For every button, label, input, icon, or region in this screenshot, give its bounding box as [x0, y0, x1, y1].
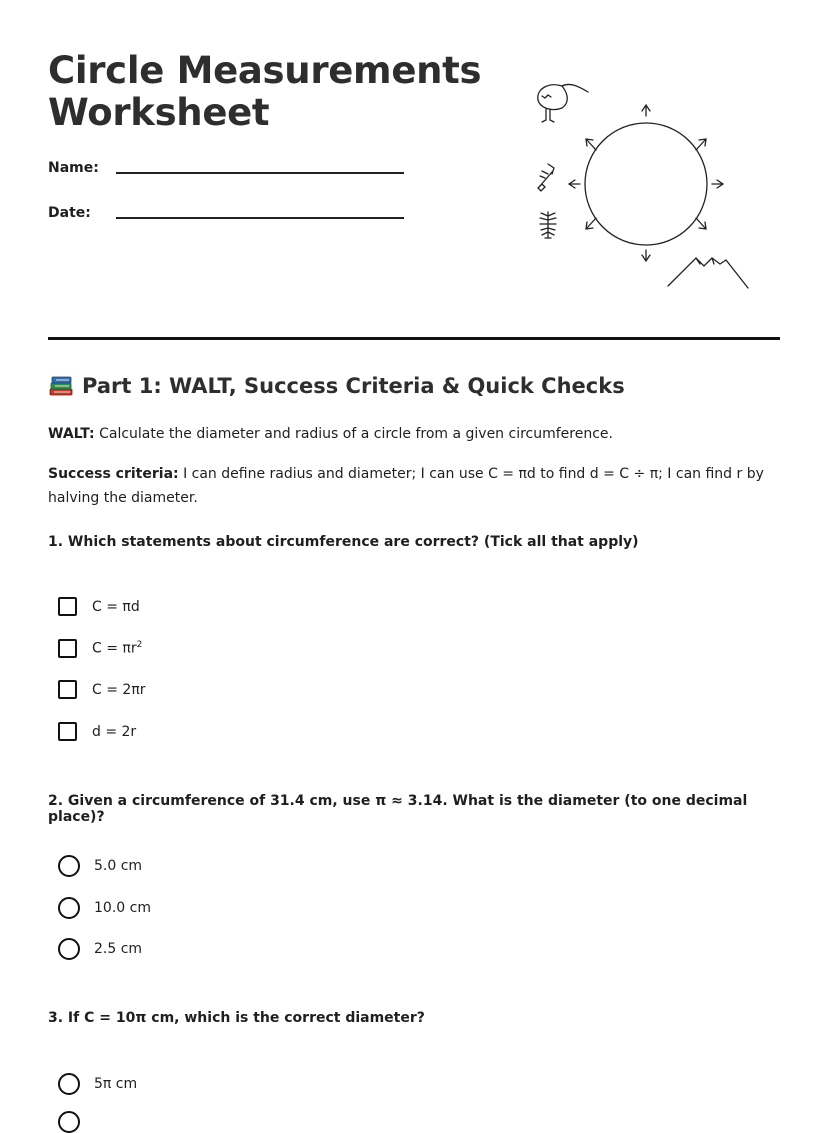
books-icon [48, 374, 74, 398]
date-line[interactable] [116, 217, 404, 219]
question-2-text: 2. Given a circumference of 31.4 cm, use π ≈ 3.14. What is the diameter (to one decimal place)? [48, 793, 748, 825]
circle-illustration [528, 78, 758, 293]
question-1-text: 1. Which statements about circumference are correct? (Tick all that apply) [48, 534, 639, 550]
option-label: d = 2r [92, 723, 137, 740]
name-field[interactable] [48, 160, 99, 176]
radio-button[interactable] [58, 855, 80, 877]
kiwi-bird-icon [538, 84, 588, 122]
option-label: C = 2πr [92, 681, 146, 698]
mountain-icon [668, 258, 748, 288]
part-1-heading [48, 374, 625, 398]
radio-button[interactable] [58, 1073, 80, 1095]
question-2-option-3[interactable] [58, 938, 142, 960]
worksheet-title [48, 50, 481, 134]
option-label: 5.0 cm [94, 858, 143, 874]
radio-button[interactable] [58, 938, 80, 960]
success-criteria [48, 462, 783, 510]
name-label: Name: [48, 160, 99, 176]
question-1-option-3[interactable] [58, 680, 146, 699]
question-1-option-1[interactable] [58, 597, 140, 616]
question-2-option-1[interactable] [58, 855, 142, 877]
name-line[interactable] [116, 172, 404, 174]
checkbox[interactable] [58, 680, 77, 699]
radio-button[interactable] [58, 1111, 80, 1133]
circle-diagram [585, 123, 707, 245]
arrow-icons [569, 105, 723, 261]
question-2-option-2[interactable] [58, 897, 151, 919]
walt-statement [48, 422, 783, 446]
option-label-superscript: 2 [136, 640, 143, 651]
question-1-option-4[interactable] [58, 722, 136, 741]
walt-label: WALT: [48, 426, 95, 442]
date-field[interactable] [48, 205, 91, 221]
taiaha-icon [538, 164, 554, 191]
question-3-option-1[interactable] [58, 1073, 137, 1095]
option-label: 2.5 cm [94, 941, 143, 957]
option-label [92, 640, 142, 657]
success-label: Success criteria: [48, 466, 179, 482]
option-label: C = πd [92, 598, 140, 615]
option-label: 5π cm [94, 1076, 138, 1092]
title-line-1: Circle Measurements [48, 49, 482, 92]
checkbox[interactable] [58, 639, 77, 658]
walt-text: Calculate the diameter and radius of a circle from a given circumference. [94, 426, 613, 442]
section-divider [48, 337, 780, 340]
part-1-heading-text: Part 1: WALT, Success Criteria & Quick Checks [82, 374, 625, 398]
checkbox[interactable] [58, 722, 77, 741]
question-1-option-2[interactable] [58, 639, 142, 658]
date-label: Date: [48, 205, 91, 221]
fern-icon [540, 212, 556, 238]
question-3-option-2-partial[interactable] [58, 1111, 94, 1133]
option-label-base: C = πr [92, 640, 137, 657]
checkbox[interactable] [58, 597, 77, 616]
option-label: 10.0 cm [94, 900, 151, 916]
title-line-2: Worksheet [48, 91, 270, 134]
question-3-text: 3. If C = 10π cm, which is the correct diameter? [48, 1010, 425, 1026]
success-text: I can define radius and diameter; I can use C = πd to find d = C ÷ π; I can find r by halving the diameter. [48, 466, 764, 506]
radio-button[interactable] [58, 897, 80, 919]
